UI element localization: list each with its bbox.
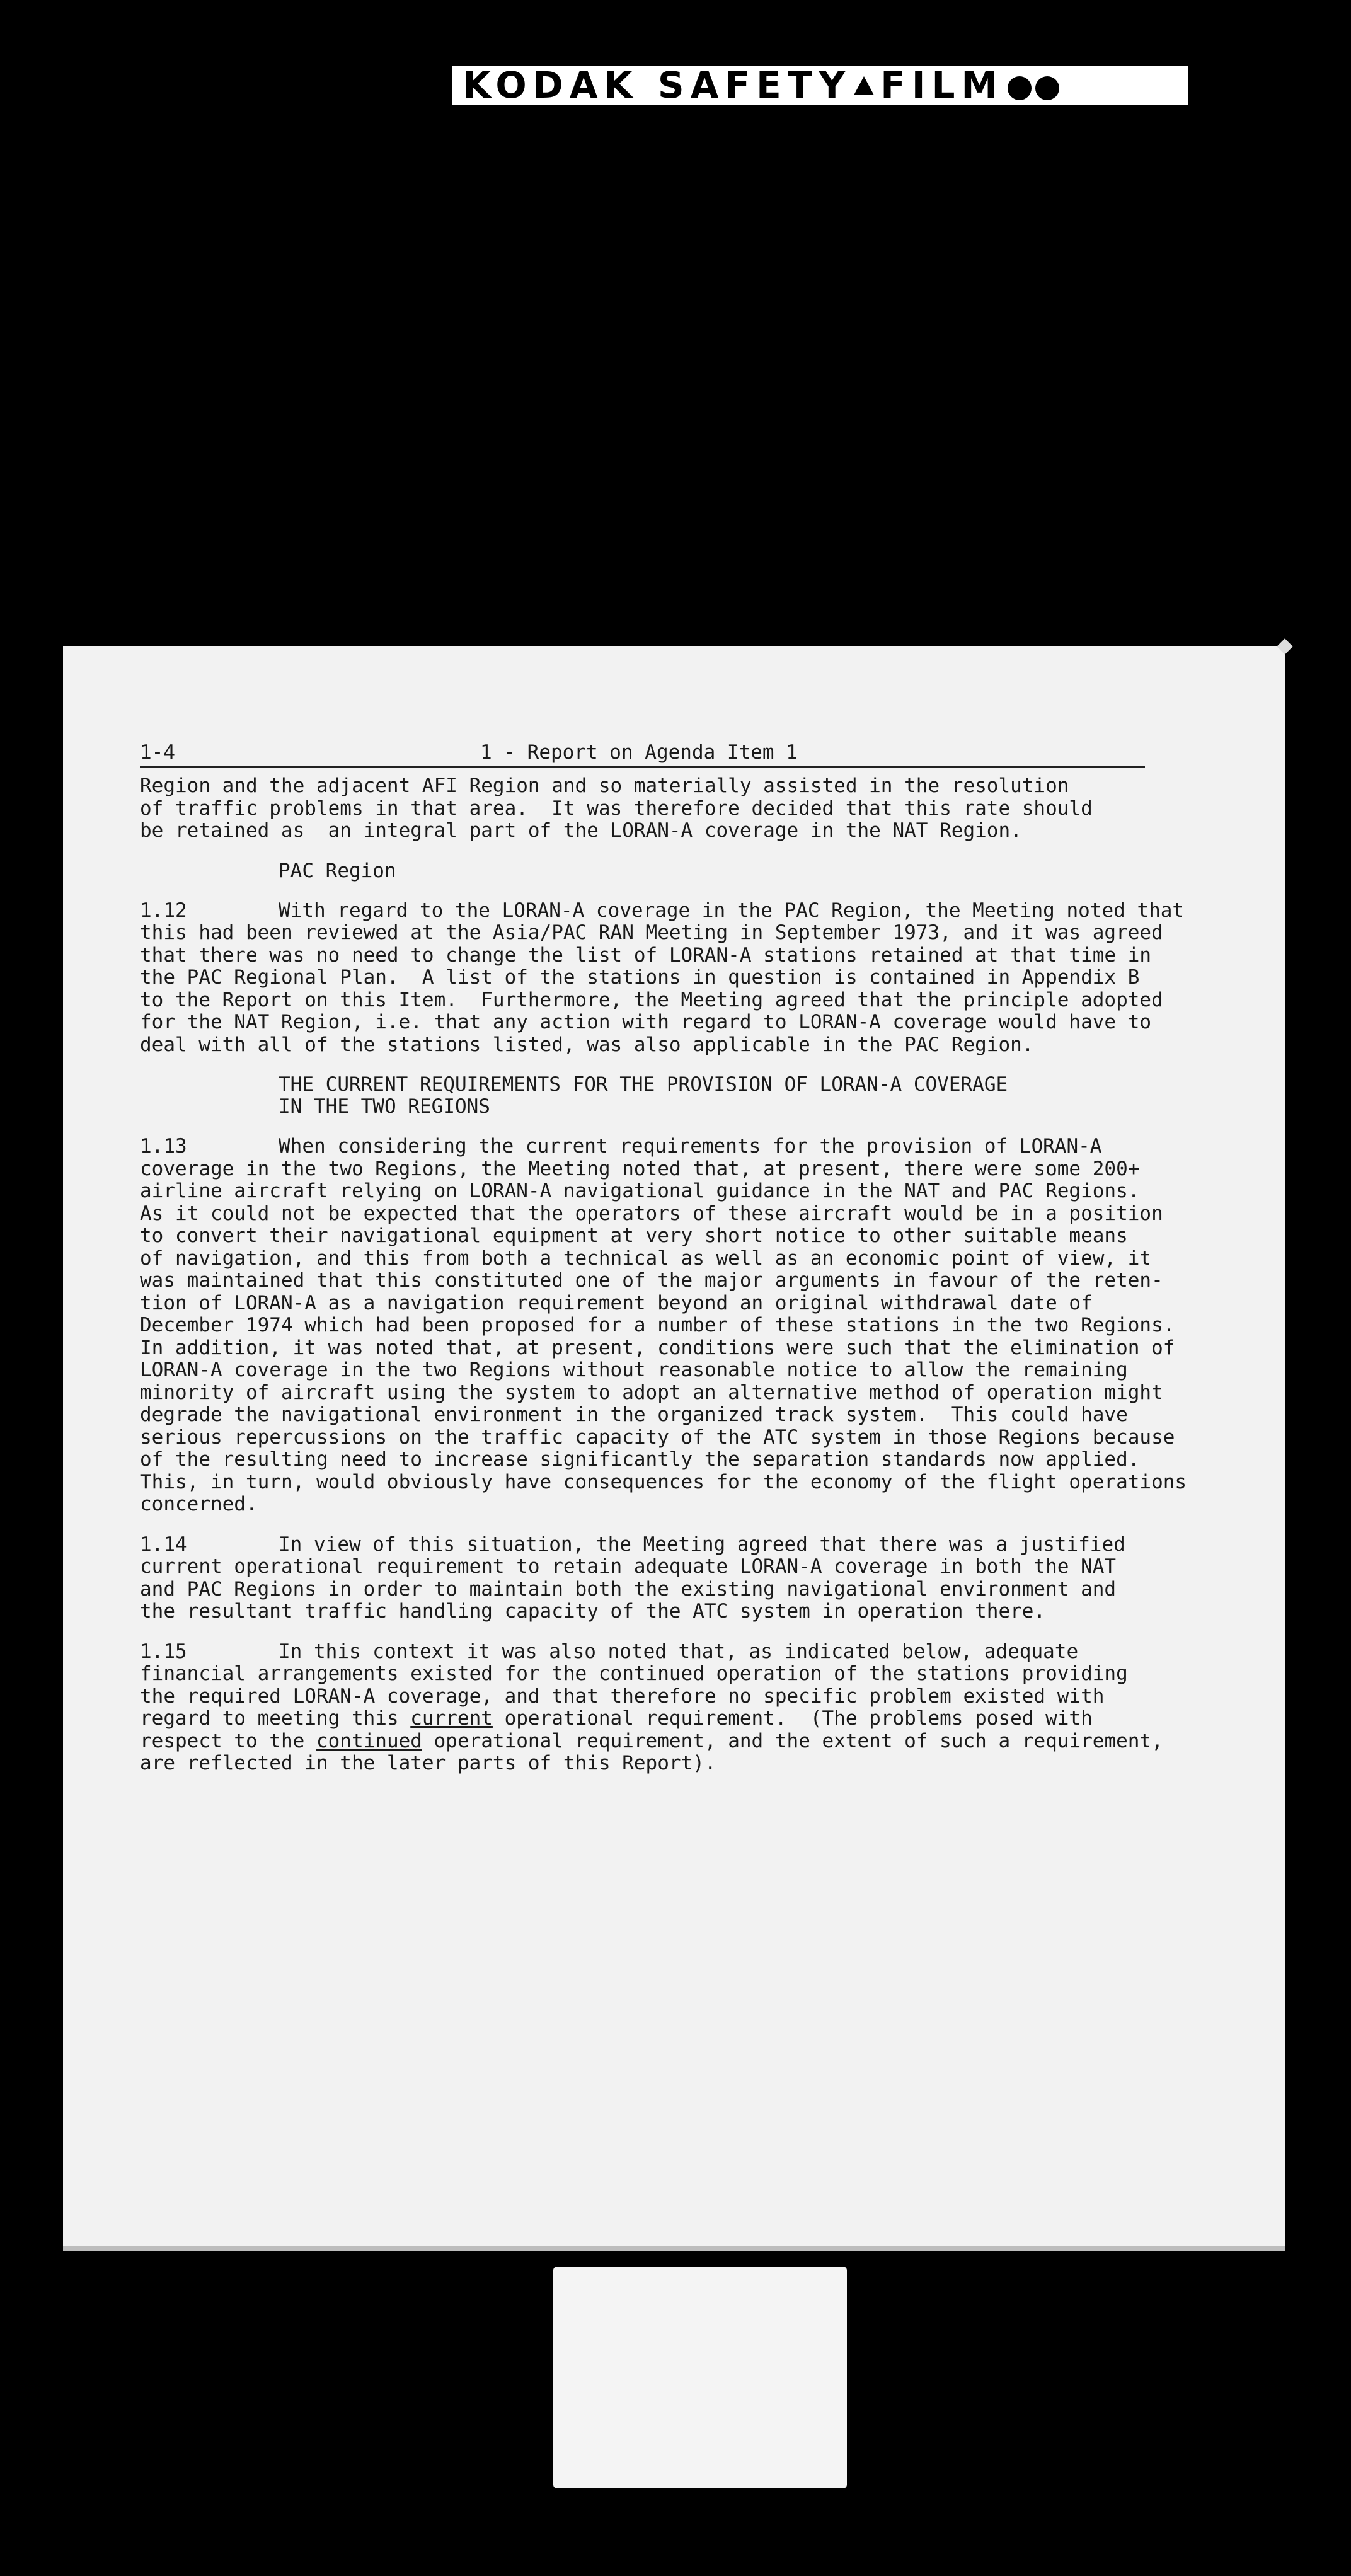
paragraph-text: With regard to the LORAN-A coverage in the PAC Region, the Meeting noted that this had been reviewed at the Asia/PAC RAN Meeting in September 1973, and it was agreed that there was no need to change the list of LORAN-A stations retained at that time in the PAC Regional Plan. A list of the stations in question is contained in Appendix B to the Report on this Item. Furthermore, the Meeting agreed that the principle adopted for the NAT Region, i.e. that any action with regard to LORAN-A coverage would have to deal with all of the stations listed, was also applicable in the PAC Region. <box>140 899 1185 1056</box>
film-banner-right-text: FILM <box>880 66 1004 105</box>
paragraph-1-15 <box>140 1641 1211 1775</box>
underlined-word: continued <box>316 1729 422 1752</box>
paragraph-number: 1.14 <box>140 1532 187 1556</box>
triangle-icon <box>854 76 874 95</box>
paragraph-text: In view of this situation, the Meeting agreed that there was a justified current operational requirement to retain adequate LORAN-A coverage in both the NAT and PAC Regions in order to maintain both the existing navigational environment and the resultant traffic handling capacity of the ATC system in operation there. <box>140 1532 1125 1623</box>
section-heading-current-requirements: THE CURRENT REQUIREMENTS FOR THE PROVISION OF LORAN-A COVERAGE IN THE TWO REGIONS <box>279 1073 1008 1118</box>
paragraph-text: When considering the current requirements for the provision of LORAN-A coverage in the two Regions, the Meeting noted that, at present, there were some 200+ airline aircraft relying on LORAN-A navigational guidance in the NAT and PAC Regions. As it could not be expected that the operators of these aircraft would be in a position to convert their navigational equipment at very short notice to other suitable means of navigation, and this from both a technical as well as an economic point of view, it was maintained that this constituted one of the major arguments in favour of the reten- tion of LORAN-A as a navigation requirement beyond an original withdrawal date of December 1974 which had been proposed for a number of these stations in the two Regions. In addition, it was noted that, at present, conditions were such that the elimination of LORAN-A coverage in the two Regions without reasonable notice to allow the remaining minority of aircraft using the system to adopt an alternative method of operation might degrade the navigational environment in the organized track system. This could have serious repercussions on the traffic capacity of the ATC system in those Regions because of the resulting need to increase significantly the separation standards now applied. This, in turn, would obviously have consequences for the economy of the flight operations concerned. <box>140 1135 1187 1515</box>
dot-icon <box>1035 76 1059 100</box>
film-banner-left-text: KODAK SAFETY <box>463 66 852 105</box>
header-title: 1 - Report on Agenda Item 1 <box>480 741 798 764</box>
paragraph-text: operational requirement, and the extent of such a requirement, are reflected in the later parts of this Report). <box>140 1729 1163 1774</box>
film-edge-banner <box>452 66 1188 105</box>
page-corner <box>1277 638 1292 654</box>
paragraph-1-13 <box>140 1136 1211 1516</box>
paragraph-text: operational requirement. (The problems posed with respect to the <box>140 1707 1093 1752</box>
page-header <box>140 740 1145 768</box>
page-content <box>140 740 1211 1775</box>
paragraph-number: 1.15 <box>140 1640 187 1663</box>
paragraph-number: 1.12 <box>140 899 187 922</box>
paragraph-number: 1.13 <box>140 1135 187 1158</box>
paragraph-1-12 <box>140 900 1211 1057</box>
section-heading-pac: PAC Region <box>279 859 396 882</box>
document-page <box>63 646 1285 2251</box>
paragraph-text: In this context it was also noted that, as indicated below, adequate financial arrangements existed for the continued operation of the stations providing the required LORAN-A coverage, and that therefore no specific problem existed with regard to meeting this <box>140 1640 1128 1730</box>
page-number: 1-4 <box>140 741 175 764</box>
film-leader-card <box>553 2267 847 2488</box>
dot-icon <box>1008 76 1032 100</box>
underlined-word: current <box>410 1707 493 1730</box>
paragraph-1-14 <box>140 1534 1211 1623</box>
paragraph-continuation: Region and the adjacent AFI Region and so materially assisted in the resolution of traffic problems in that area. It was therefore decided that this rate should be retained as an integral part of the LORAN-A coverage in the NAT Region. <box>140 774 1093 842</box>
